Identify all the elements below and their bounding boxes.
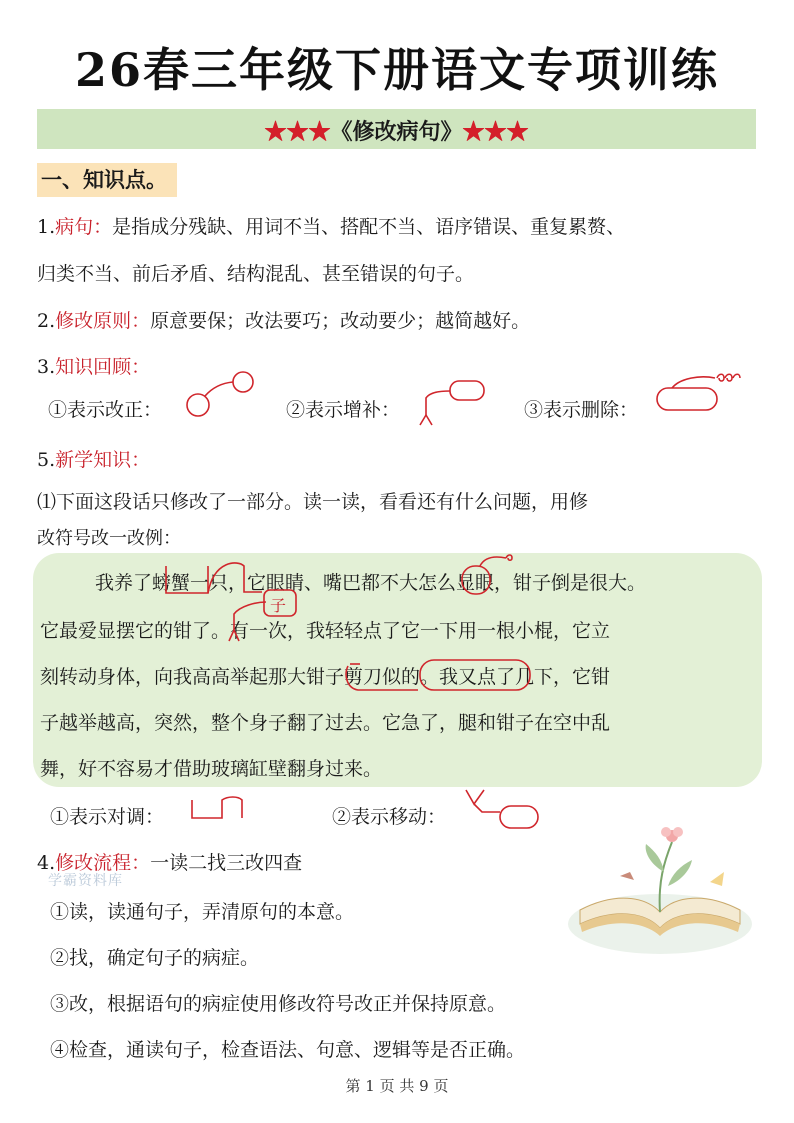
passage-line-5: 舞，好不容易才借助玻璃缸壁翻身过来。 (40, 758, 383, 780)
inserted-char: 子 (270, 596, 287, 615)
watermark: 学霸资料库 (48, 873, 123, 889)
step-find: ②找，确定句子的病症。 (50, 947, 260, 969)
stars-right: ★★★ (462, 119, 529, 145)
new-knowledge-heading: 5.新学知识： (37, 449, 151, 471)
section-heading: 一、知识点。 (37, 163, 177, 197)
principle-line: 2.修改原则：原意要保；改法要巧；改动要少；越简越好。 (37, 310, 531, 332)
step-check: ④检查，通读句子，检查语法、句意、逻辑等是否正确。 (50, 1039, 526, 1061)
definition-line-1: 1.病句：是指成分残缺、用词不当、搭配不当、语序错误、重复累赘、 (37, 216, 626, 238)
swap-symbol-icon (192, 797, 242, 818)
step-read: ①读，读通句子，弄清原句的本意。 (50, 901, 355, 923)
step-correct: ③改，根据语句的病症使用修改符号改正并保持原意。 (50, 993, 507, 1015)
question-line-2: 改符号改一改例： (37, 528, 181, 549)
review-heading: 3.知识回顾： (37, 356, 151, 378)
passage-line-4: 子越举越高，突然，整个身子翻了过去。它急了，腿和钳子在空中乱 (40, 712, 611, 734)
review-item-delete: ③表示删除： (524, 399, 639, 421)
page-footer: 第 1 页 共 9 页 (345, 1077, 449, 1095)
passage-line-2: 它最爱显摆它的钳了。有一次，我轻轻点了它一下用一根小棍，它立 (40, 620, 611, 642)
passage-line-1: 我养了螃蟹一只，它眼睛、嘴巴都不大怎么显眼，钳子倒是很大。 (95, 572, 647, 594)
review-item-insert: ②表示增补： (286, 399, 401, 421)
review-item-correct: ①表示改正： (48, 399, 163, 421)
banner-title: 《修改病句》 (330, 119, 463, 145)
mark-move-label: ②表示移动： (332, 806, 447, 828)
move-symbol-icon (466, 790, 538, 828)
question-line-1: ⑴下面这段话只修改了一部分。读一读，看看还有什么问题，用修 (37, 491, 589, 513)
page-title: 26春三年级下册语文专项训练 (74, 43, 719, 97)
book-flower-illustration (560, 812, 760, 962)
mark-swap-label: ①表示对调： (50, 806, 165, 828)
process-heading: 4.修改流程：一读二找三改四查 (37, 852, 303, 874)
definition-line-2: 归类不当、前后矛盾、结构混乱、甚至错误的句子。 (37, 263, 475, 285)
stars-left: ★★★ (264, 119, 331, 145)
passage-line-3: 刻转动身体，向我高高举起那大钳子剪刀似的。我又点了几下，它钳 (40, 666, 611, 688)
